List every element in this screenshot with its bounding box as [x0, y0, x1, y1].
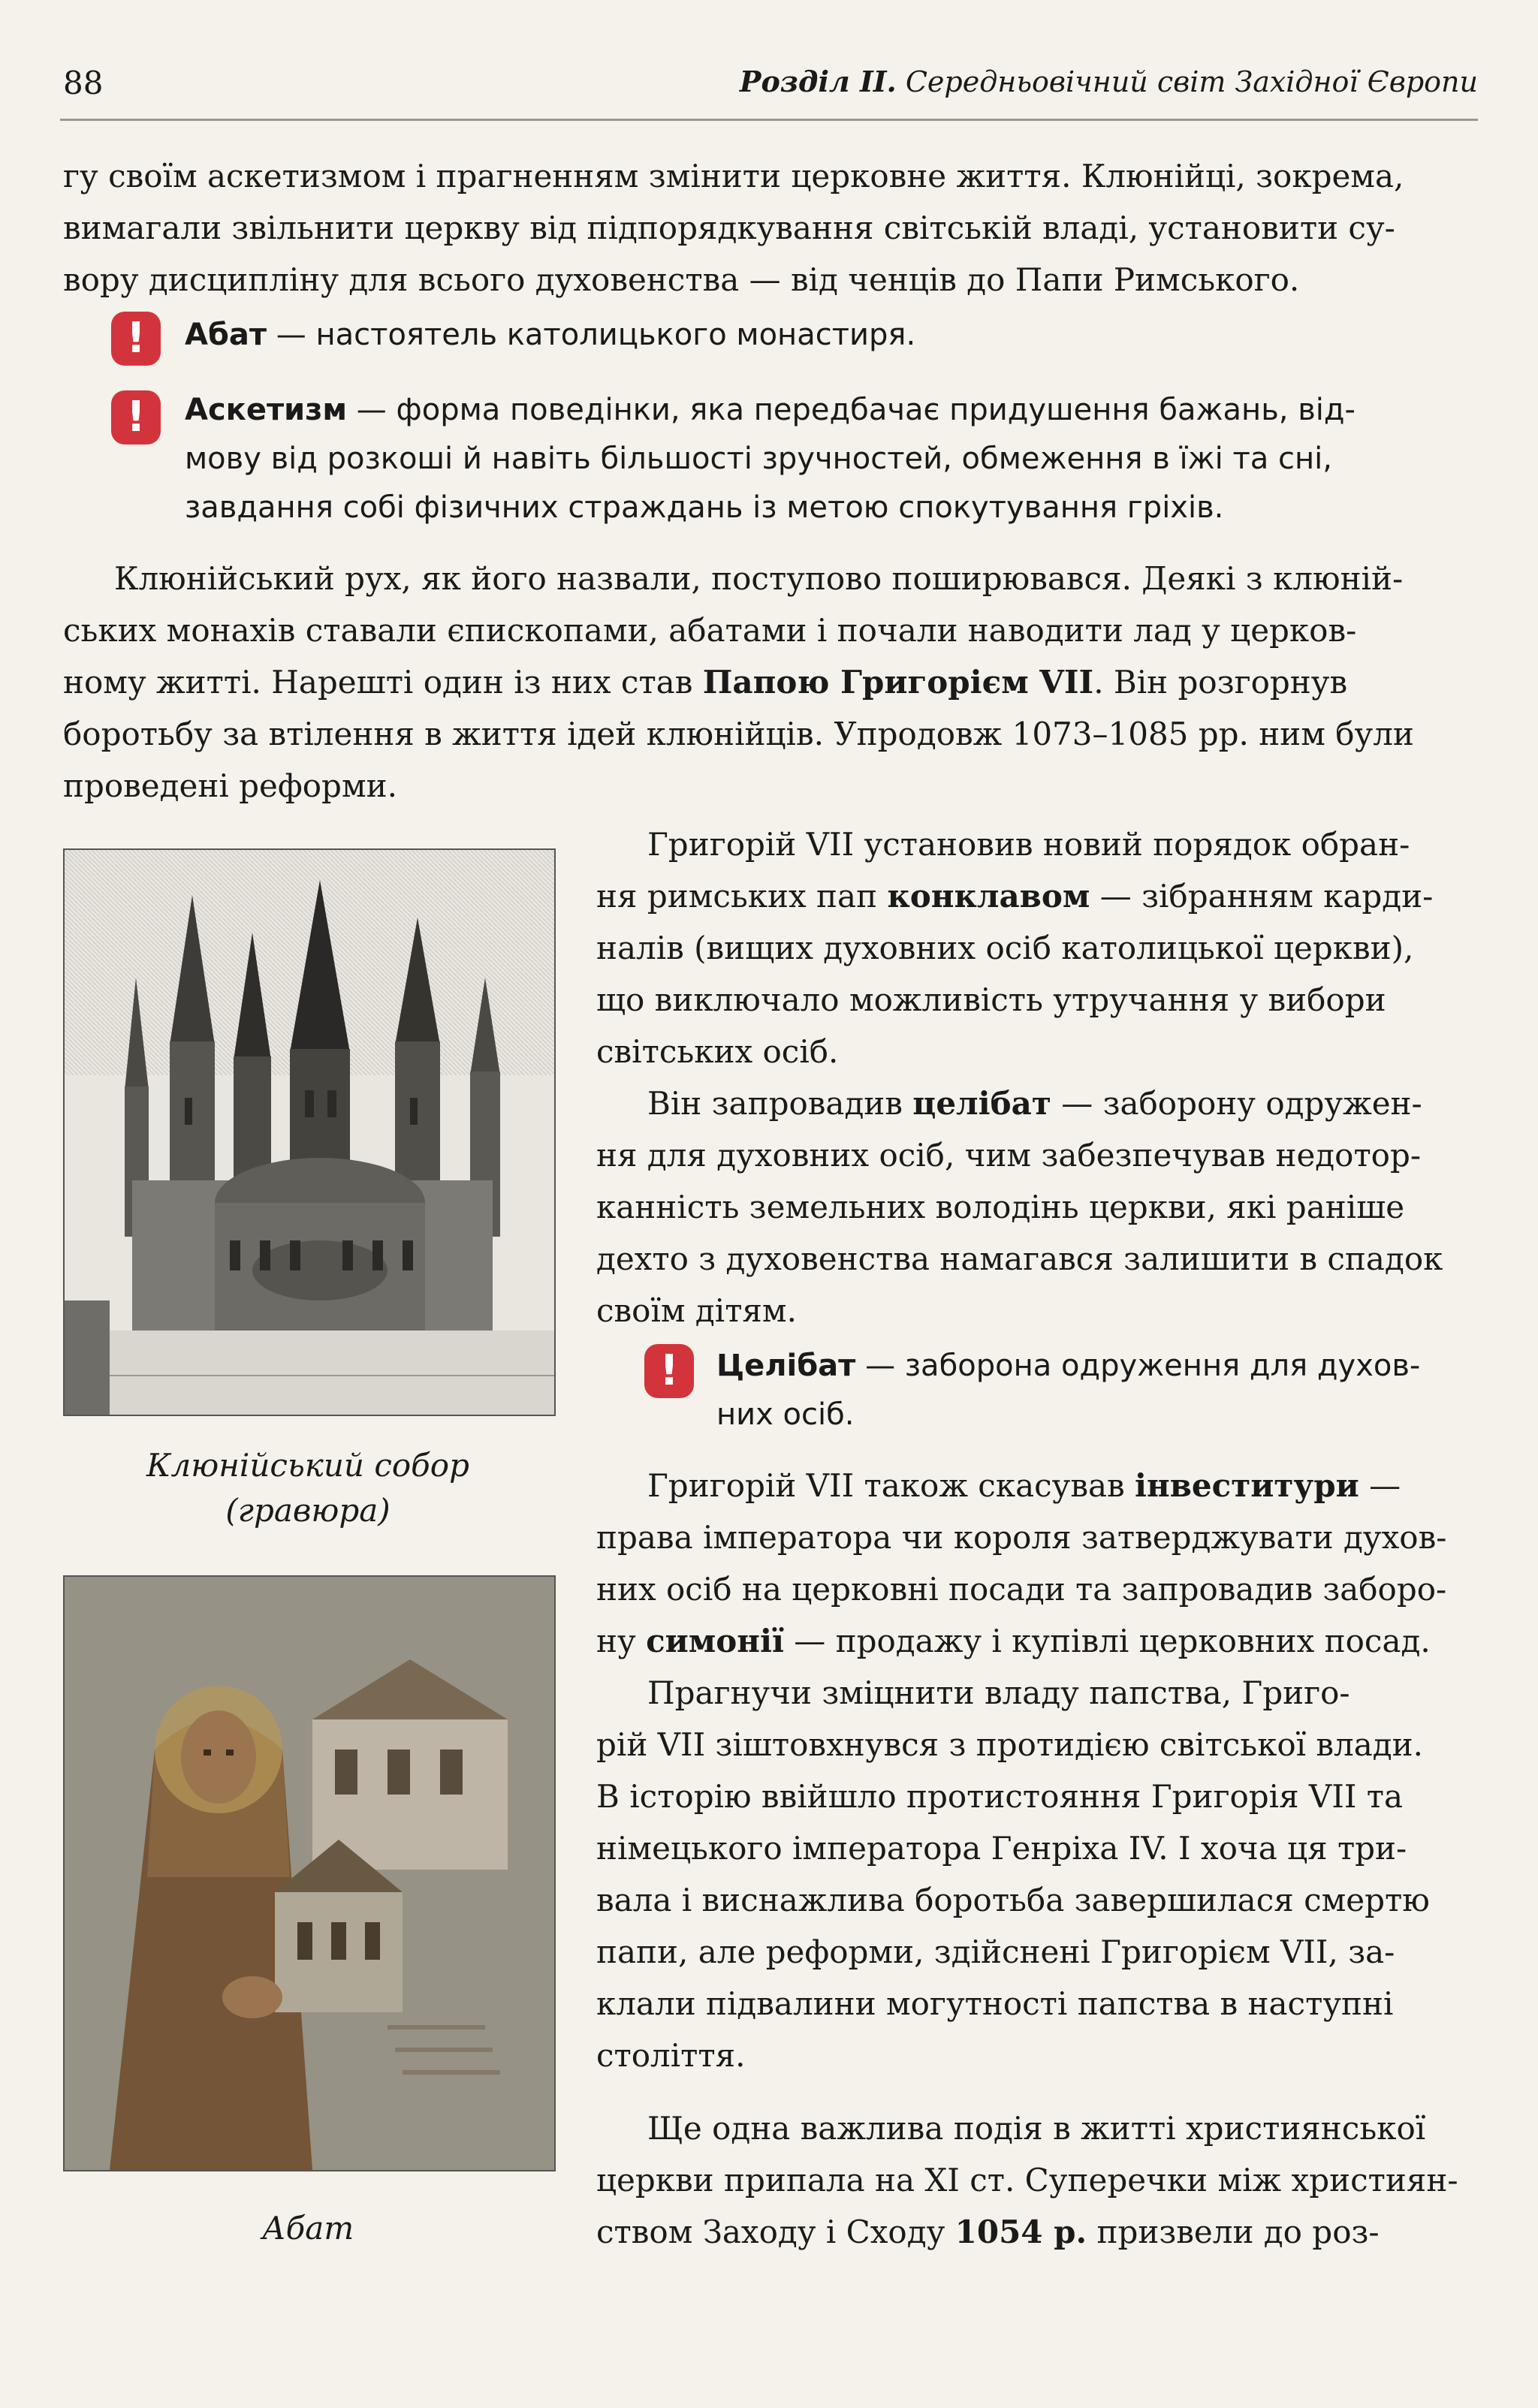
important-icon: !: [111, 312, 161, 366]
important-icon: !: [644, 1344, 694, 1398]
caption-line: (гравюра): [225, 1492, 391, 1529]
text-run: — зібранням карди-: [1090, 878, 1434, 915]
definition-line: мову від розкоші й навіть більшості зручностей, обмеження в їжі та сні,: [185, 442, 1332, 476]
definition-line: завдання собі фізичних страждань із метою спокутування гріхів.: [185, 490, 1224, 525]
text-run: . Він розгорнув: [1093, 664, 1348, 701]
section-title: Середньовічний світ Західної Європи: [905, 65, 1478, 98]
figure-caption-cluny: [63, 1443, 553, 1533]
paragraph-conclave: [596, 818, 1476, 1077]
running-head: [740, 65, 1478, 98]
text-line: них осіб на церковні посади та запровадив заборо-: [596, 1571, 1447, 1608]
text-line: боротьбу за втілення в життя ідей клюнійців. Упродовж 1073–1085 рр. ним були: [63, 716, 1414, 752]
text-line: [596, 1077, 1476, 1129]
text-line: що виключало можливість утручання у вибори: [596, 981, 1386, 1018]
text-line: дехто з духовенства намагався залишити в спадок: [596, 1240, 1443, 1277]
definition-celibat: [716, 1342, 1476, 1439]
definition-term: Аскетизм: [185, 393, 348, 427]
text-line: століття.: [596, 2037, 746, 2074]
text-line: ських монахів ставали єпископами, абатами і почали наводити лад у церков-: [63, 612, 1357, 649]
definition-term: Абат: [185, 318, 267, 352]
text-line: ня для духовних осіб, чим забезпечував недотор-: [596, 1137, 1422, 1174]
text-line: церкви припала на XI ст. Суперечки між християн-: [596, 2162, 1458, 2199]
paragraph-schism: [596, 2102, 1476, 2258]
keyword-1054: 1054 р.: [954, 2214, 1087, 2250]
text-line: проведені реформи.: [63, 767, 397, 804]
text-line: світських осіб.: [596, 1033, 839, 1070]
caption-line: Абат: [261, 2210, 354, 2247]
keyword-conclave: конклавом: [887, 878, 1090, 915]
definition-text: — форма поведінки, яка передбачає придушення бажань, від-: [347, 393, 1356, 427]
text-line: Клюнійський рух, як його назвали, поступово поширювався. Деякі з клюній-: [114, 560, 1404, 597]
definition-asketyzm: [185, 386, 1476, 532]
text-line: Прагнучи зміцнити владу папства, Григо-: [647, 1674, 1350, 1711]
keyword-gregory: Папою Григорієм VII: [702, 664, 1094, 701]
definition-text: — заборона одруження для духов-: [855, 1349, 1421, 1383]
cathedral-illustration: [65, 850, 554, 1415]
text-run: ня римських пап: [596, 878, 888, 915]
header-divider: [60, 119, 1478, 121]
text-line: вала і виснажлива боротьба завершилася смертю: [596, 1882, 1430, 1918]
definition-term: Целібат: [716, 1349, 856, 1383]
text-line: [596, 1615, 1476, 1667]
text-line: права імператора чи короля затверджувати духов-: [596, 1519, 1447, 1556]
text-line: Григорій VII установив новий порядок обран-: [647, 826, 1410, 863]
paragraph-investiture: [596, 1460, 1476, 1667]
cluny-cathedral-engraving: [63, 848, 556, 1416]
text-line: німецького імператора Генріха IV. І хоча ця три-: [596, 1830, 1407, 1867]
caption-line: Клюнійський собор: [146, 1447, 469, 1484]
definition-line: [716, 1342, 1476, 1391]
important-icon: !: [111, 390, 161, 445]
text-line: налів (вищих духовних осіб католицької церкви),: [596, 930, 1414, 966]
text-line: папи, але реформи, здійснені Григорієм VII, за-: [596, 1933, 1395, 1970]
text-run: —: [1359, 1467, 1401, 1504]
intro-line: гу своїм аскетизмом і прагненням змінити церковне життя. Клюнійці, зокрема,: [63, 158, 1404, 194]
text-line: В історію ввійшло протистояння Григорія VII та: [596, 1778, 1404, 1815]
keyword-investiture: інвеститури: [1135, 1467, 1359, 1504]
text-run: Він запровадив: [647, 1085, 913, 1122]
paragraph-cluny: [63, 553, 1476, 812]
text-run: Григорій VII також скасував: [647, 1467, 1135, 1504]
abbot-fresco: [63, 1575, 556, 2171]
text-line: своїм дітям.: [596, 1292, 797, 1329]
text-line: канність земельних володінь церкви, які раніше: [596, 1189, 1405, 1225]
text-line: клали підвалини могутності папства в наступні: [596, 1985, 1394, 2022]
figure-caption-abbot: [63, 2206, 553, 2251]
definition-abat: [185, 311, 1476, 360]
text-line: [596, 1460, 1476, 1511]
page-number: 88: [63, 65, 104, 101]
paragraph-celibat: [596, 1077, 1476, 1337]
text-run: — заборону одружен-: [1051, 1085, 1422, 1122]
definition-text: — настоятель католицького монастиря.: [267, 318, 916, 352]
keyword-celibat: целібат: [912, 1085, 1051, 1122]
intro-line: вору дисципліну для всього духовенства — від ченців до Папи Римського.: [63, 261, 1300, 298]
paragraph-papal-power: [596, 1667, 1476, 2081]
abbot-illustration: [65, 1577, 554, 2170]
text-line: рій VII зіштовхнувся з протидією світської влади.: [596, 1726, 1423, 1763]
text-run: — продажу і купівлі церковних посад.: [783, 1623, 1431, 1659]
text-line: [596, 870, 1476, 922]
text-line: [596, 2206, 1476, 2258]
text-run: призвели до роз-: [1087, 2214, 1380, 2250]
intro-paragraph: [63, 150, 1476, 306]
intro-line: вимагали звільнити церкву від підпорядкування світській владі, установити су-: [63, 209, 1395, 246]
keyword-simony: симонії: [646, 1623, 784, 1659]
text-run: ну: [596, 1623, 647, 1659]
definition-line: [185, 386, 1476, 435]
text-line: [63, 656, 1476, 708]
text-line: Ще одна важлива подія в житті християнської: [647, 2110, 1426, 2147]
text-run: ному житті. Нарешті один із них став: [63, 664, 703, 701]
text-run: ством Заходу і Сходу: [596, 2214, 955, 2250]
definition-line: них осіб.: [716, 1397, 855, 1432]
section-label: Розділ ІІ.: [739, 65, 897, 98]
